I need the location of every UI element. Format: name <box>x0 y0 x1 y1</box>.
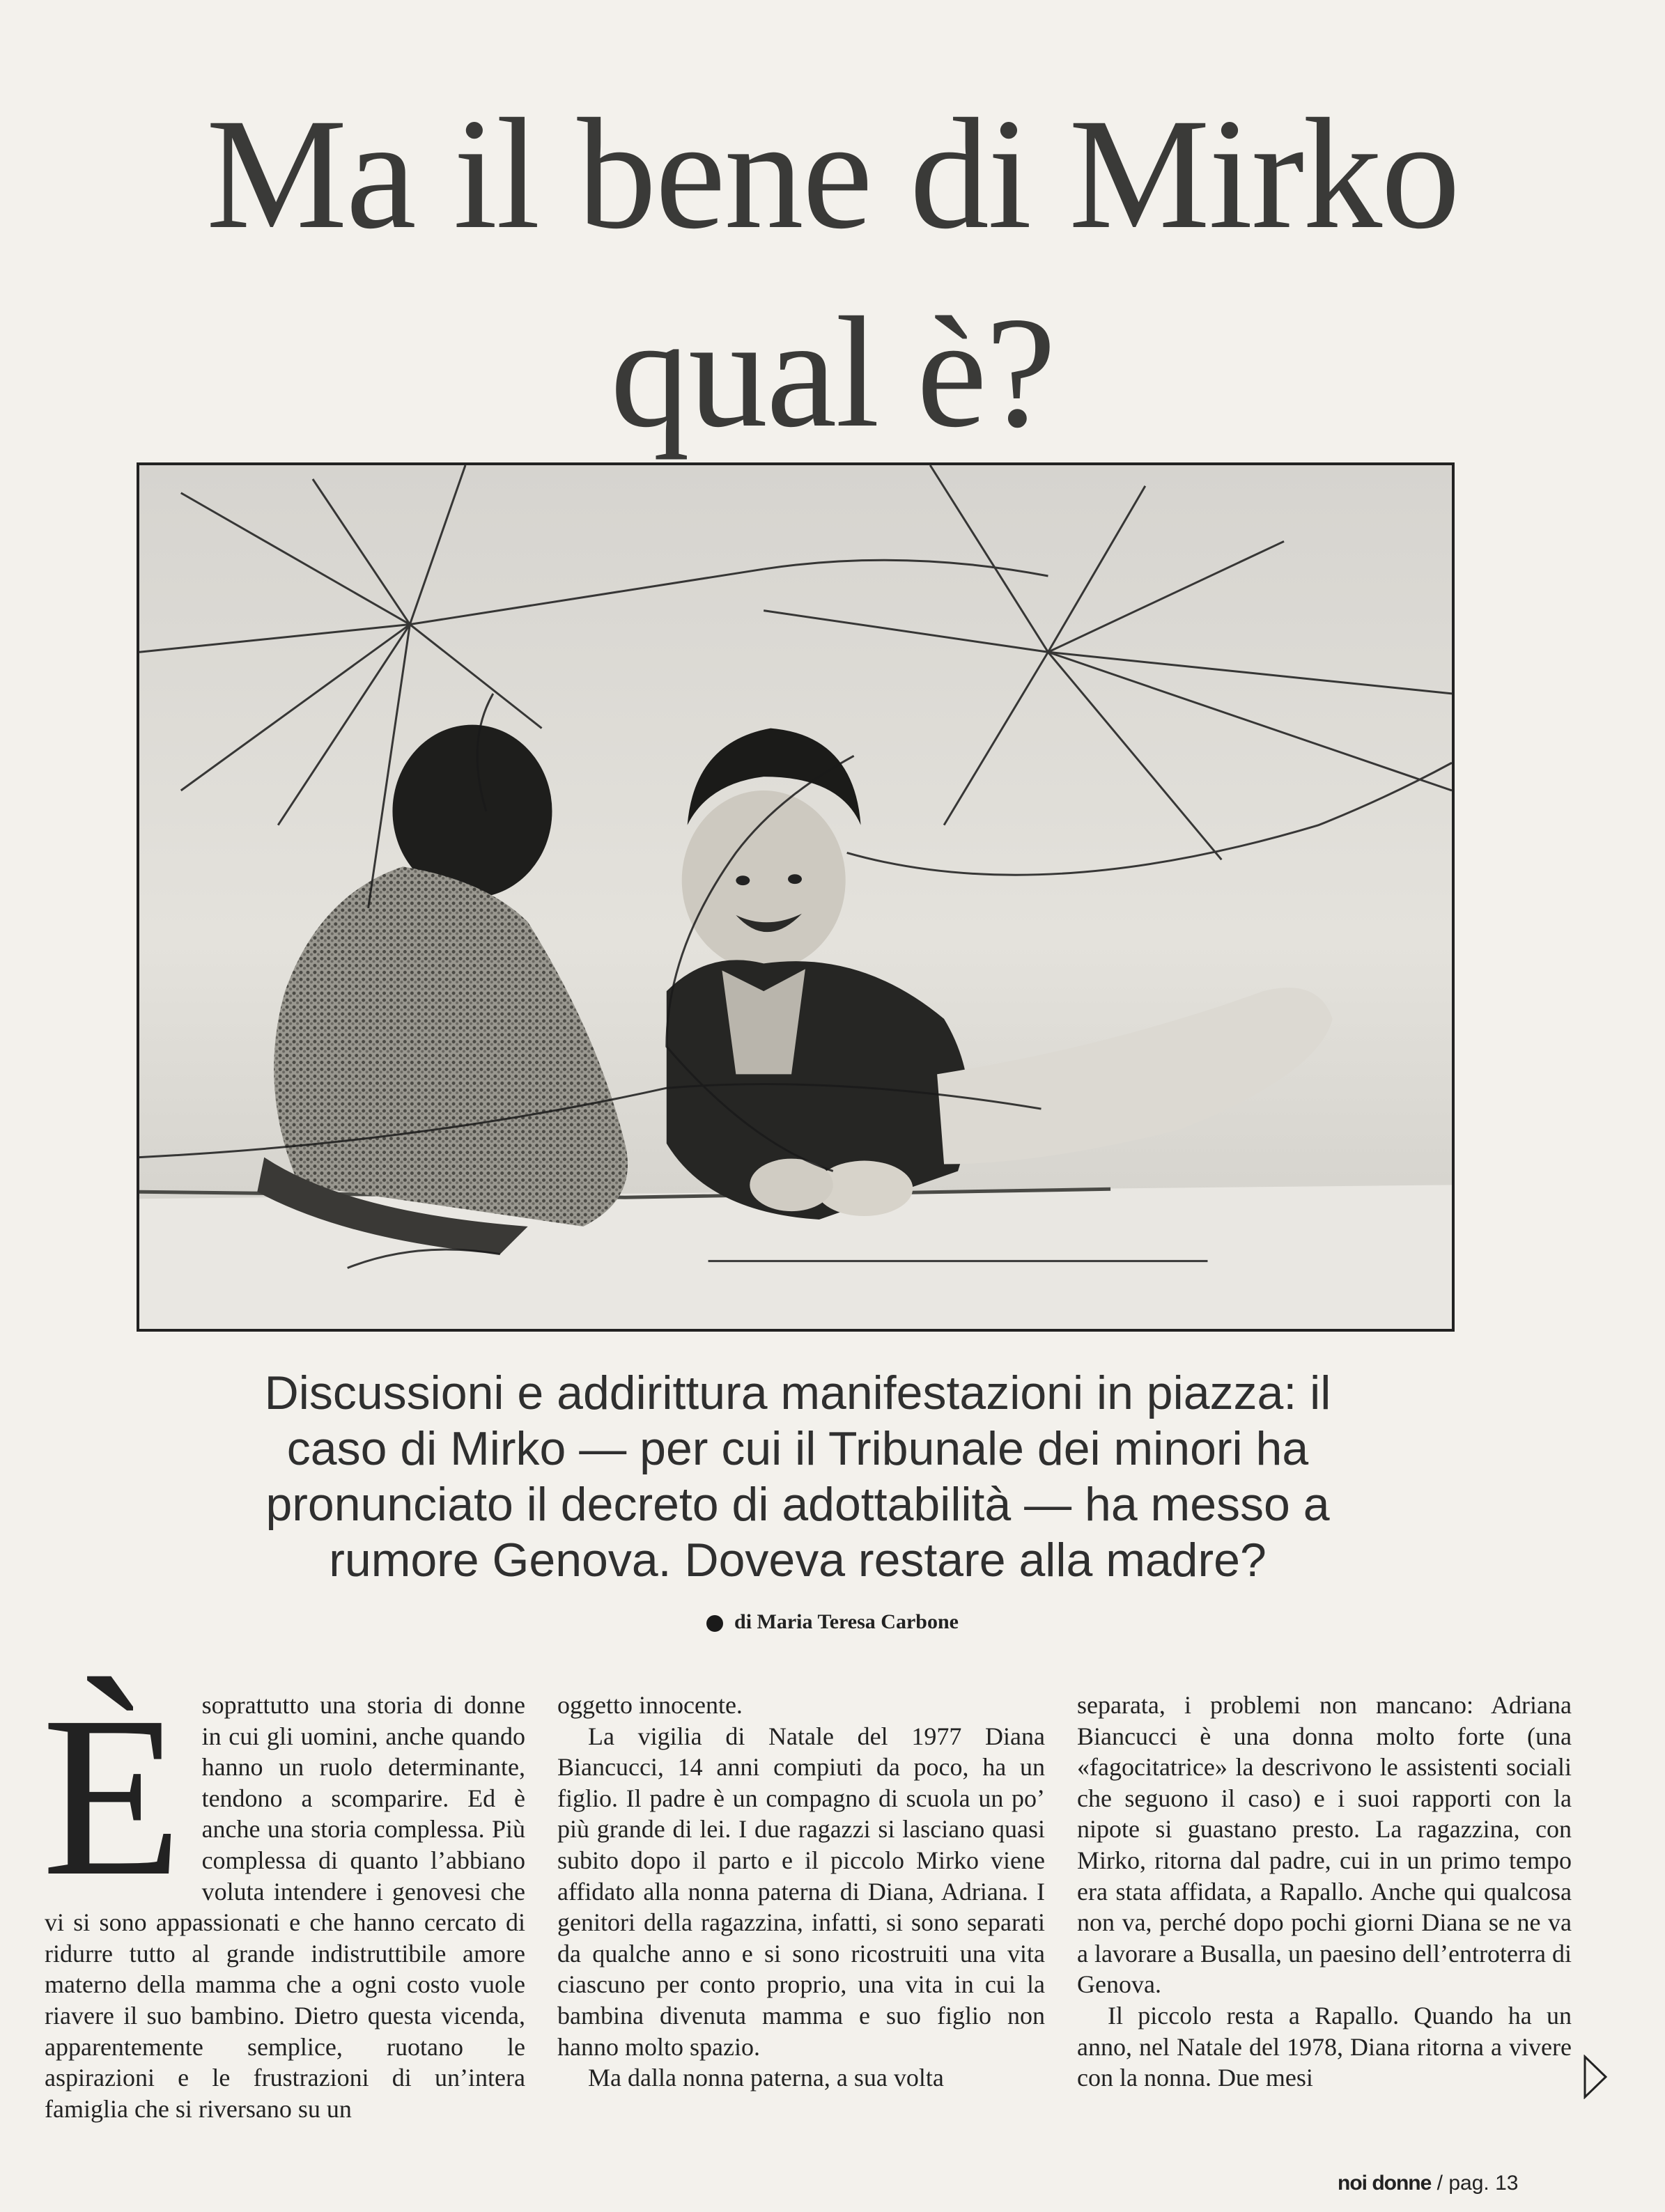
deck-line-4: rumore Genova. Doveva restare alla madre? <box>329 1534 1267 1587</box>
column-2-paragraph-2: La vigilia di Natale del 1977 Diana Biancucci, 14 anni compiuti da poco, ha un figlio. Il padre è un compagno di scuola un po’ più grande di lei. I due ragazzi si lasciano quasi subito dopo il parto e il piccolo Mirko viene affidato alla nonna paterna di Diana, Adriana. I genitori della ragazzina, infatti, si sono separati da qualche anno e si sono ricostruiti una vita ciascuno per conto proprio, una vita in cui la bambina divenuta mamma e suo figlio non hanno molto spazio. <box>557 1722 1045 2061</box>
deck-line-2: caso di Mirko — per cui il Tribunale dei minori ha <box>286 1422 1309 1475</box>
title-line-1: Ma il bene di Mirko <box>206 86 1459 262</box>
column-2-paragraph-3: Ma dalla nonna paterna, a sua volta <box>588 2064 944 2092</box>
article-photo <box>137 462 1455 1332</box>
deck-line-3: pronunciato il decreto di adottabilità — ha messo a <box>265 1478 1330 1531</box>
article-column-1 <box>42 1669 525 2124</box>
column-2-paragraph-1: oggetto innocente. <box>557 1691 743 1719</box>
photo-two-boys-broken-glass <box>139 465 1452 1329</box>
magazine-brand: noi donne <box>1338 2172 1432 2195</box>
page-number: pag. 13 <box>1448 2172 1519 2195</box>
column-3-paragraph-2: Il piccolo resta a Rapallo. Quando ha un anno, nel Natale del 1978, Diana ritorna a vivere con la nonna. Due mesi <box>1077 2001 1572 2092</box>
article-column-2 <box>557 1690 1045 2094</box>
article-column-3 <box>1077 1690 1572 2094</box>
column-1-paragraph: soprattutto una storia di donne in cui gli uomini, anche quando hanno un ruolo determinante, tendono a scomparire. Ed è anche una storia complessa. Più complessa di quanto l’abbiano voluta intendere i genovesi che vi si sono appassionati e che hanno cercato di ridurre tutto al grande indistruttibile amore materno della mamma che a ogni costo vuole riavere il suo bambino. Dietro questa vicenda, apparentemente semplice, ruotano le aspirazioni e le frustrazioni di un’intera famiglia che si riversano su un <box>45 1691 525 2123</box>
drop-cap: È <box>42 1669 183 1924</box>
deck-line-1: Discussioni e addirittura manifestazioni in piazza: il <box>264 1366 1331 1419</box>
article-title <box>0 75 1665 472</box>
title-line-2: qual è? <box>610 285 1055 460</box>
byline-text: di Maria Teresa Carbone <box>734 1610 959 1633</box>
page-footer <box>1338 2172 1518 2195</box>
column-3-paragraph-1: separata, i problemi non mancano: Adriana Biancucci è una donna molto forte (una «fagocitatrice» la descrivono le assistenti sociali che seguono il caso) e i suoi rapporti con la nipote si guastano presto. La ragazzina, con Mirko, ritorna dal padre, cui in un primo tempo era stata affidata, a Rapallo. Anche qui qualcosa non va, perché dopo pochi giorni Diana se ne va a lavorare a Busalla, un paesino dell’entroterra di Genova. <box>1077 1691 1572 1999</box>
byline <box>0 1610 1665 1634</box>
article-deck <box>181 1365 1414 1588</box>
footer-separator: / <box>1436 2172 1443 2195</box>
continue-arrow-icon <box>1583 2055 1608 2099</box>
bullet-dot-icon <box>706 1615 723 1632</box>
